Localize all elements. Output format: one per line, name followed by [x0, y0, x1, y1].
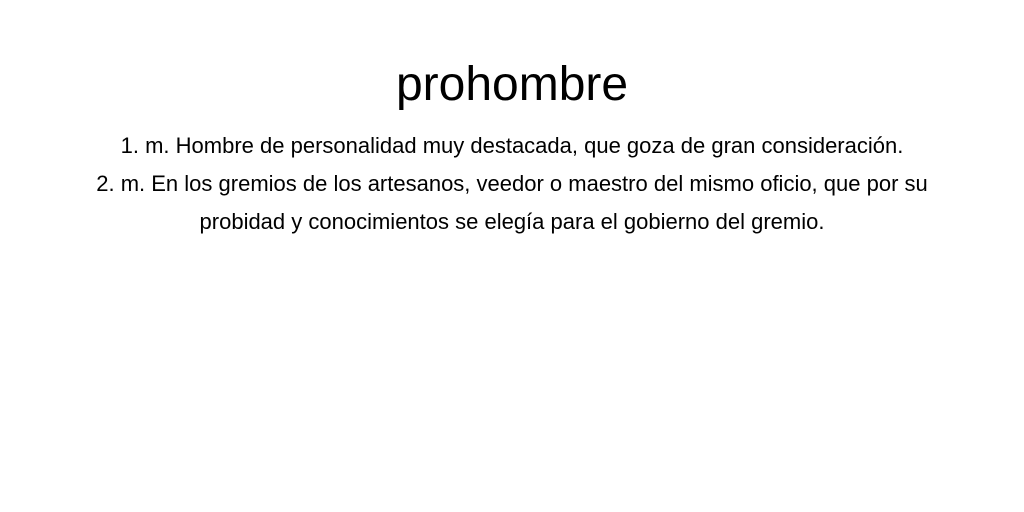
definition-2: 2. m. En los gremios de los artesanos, veedor o maestro del mismo oficio, que por su probidad y conocimientos se elegía para el gobierno del gremio.	[96, 171, 928, 234]
definition-list	[52, 127, 972, 241]
definition-1: 1. m. Hombre de personalidad muy destacada, que goza de gran consideración.	[120, 133, 904, 158]
headword: prohombre	[395, 58, 629, 111]
